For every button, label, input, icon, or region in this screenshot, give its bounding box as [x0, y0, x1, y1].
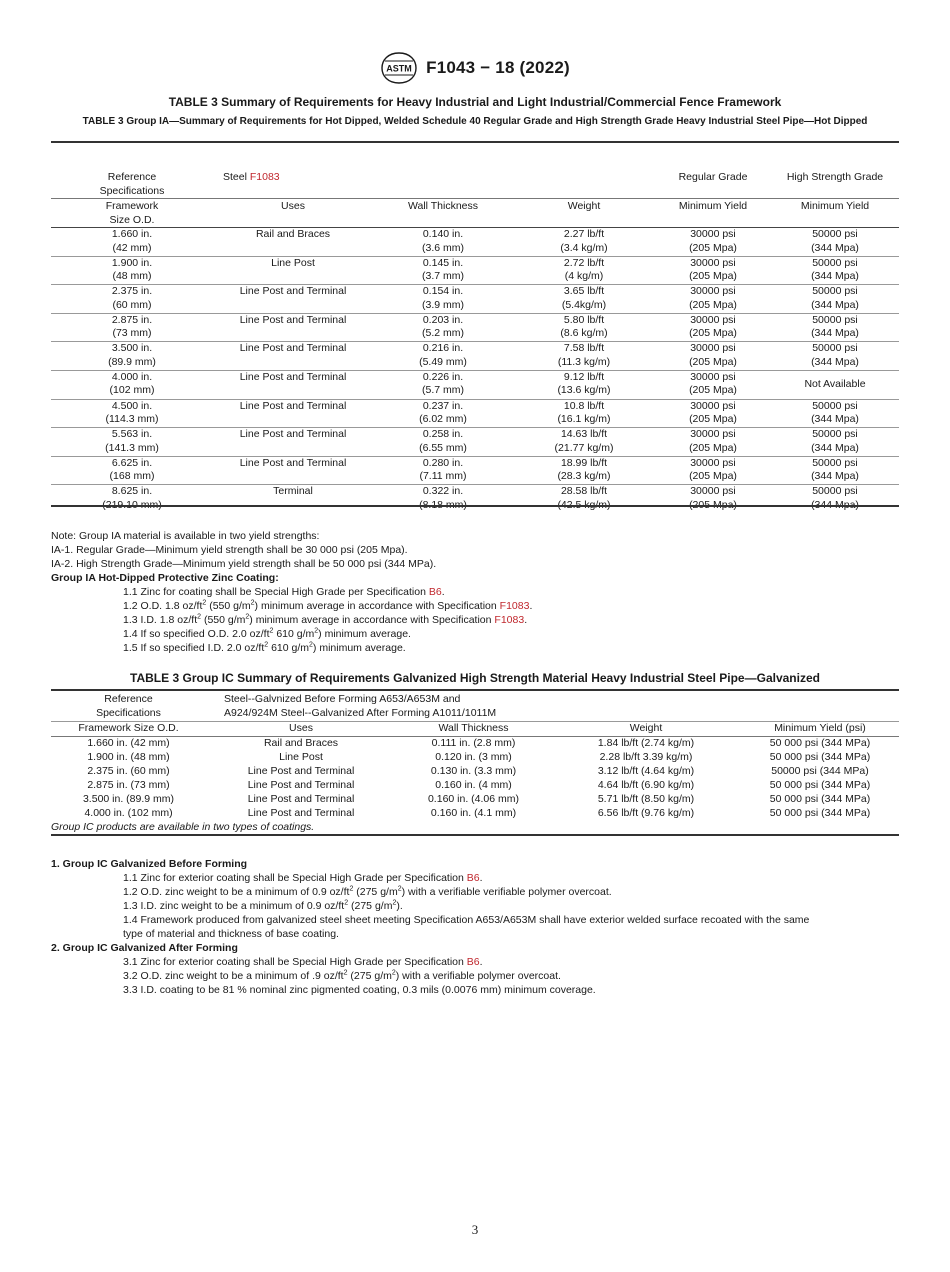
section-item: 1.1 Zinc for exterior coating shall be Special High Grade per Specification B6. — [123, 872, 483, 884]
table-cell — [51, 285, 213, 314]
header-cell: A924/924M Steel--Galvanized After Forming A1011/1011M — [206, 707, 741, 722]
table-cell: 50 000 psi (344 MPa) — [769, 737, 871, 749]
header-cell: High Strength Grade — [771, 170, 899, 199]
table-ic-top-rule — [51, 689, 899, 691]
table-cell: 1.900 in. (48 mm) — [87, 751, 170, 763]
table-cell — [771, 228, 899, 257]
cell-text: 10.8 lb/ft — [563, 399, 605, 412]
astm-logo-icon — [380, 52, 418, 84]
cell-text: (344 Mpa) — [811, 441, 859, 454]
table-cell — [771, 285, 899, 314]
cell-text: (205 Mpa) — [689, 470, 737, 483]
table-row — [51, 485, 899, 513]
cell-text: Line Post and Terminal — [239, 342, 347, 355]
cell-text: 8.625 in. — [111, 485, 153, 498]
cell-text: 30000 psi — [690, 428, 736, 441]
header-cell — [513, 170, 655, 199]
coating-heading: Group IA Hot-Dipped Protective Zinc Coating: — [51, 572, 279, 584]
page-number: 3 — [471, 1222, 479, 1237]
cell-text: (48 mm) — [112, 270, 152, 283]
table-cell — [213, 399, 373, 428]
table-cell — [513, 456, 655, 485]
table-cell — [373, 256, 513, 285]
cell-text: (205 Mpa) — [689, 355, 737, 368]
table-cell — [655, 456, 771, 485]
cell-text: 50000 psi — [812, 399, 858, 412]
cell-text: 0.140 in. — [422, 228, 464, 240]
cell-text: (28.3 kg/m) — [557, 470, 611, 483]
table-cell — [51, 456, 213, 485]
cell-text: 0.237 in. — [422, 399, 464, 412]
table-ia-body — [51, 228, 899, 513]
spec-link[interactable]: F1083 — [494, 614, 525, 626]
cell-text: 2.875 in. — [111, 313, 153, 326]
cell-text: 50000 psi — [812, 342, 858, 355]
table-row — [51, 370, 899, 399]
table-cell — [655, 399, 771, 428]
table-cell — [771, 256, 899, 285]
cell-text: (6.02 mm) — [419, 413, 467, 426]
section-item: 3.1 Zinc for exterior coating shall be Special High Grade per Specification B6. — [123, 956, 483, 968]
section-item: 1.2 O.D. zinc weight to be a minimum of 0.9 $oz/ft^2$ (275 $g/m^2$) with a verifiable verifiable polymer overcoat. — [123, 885, 612, 898]
cell-text: 0.258 in. — [422, 428, 464, 441]
table-row — [51, 342, 899, 371]
cell-text: 7.58 lb/ft — [563, 342, 605, 355]
note-line: IA-1. Regular Grade—Minimum yield strength shall be 30 000 psi (205 Mpa). — [51, 544, 408, 556]
note-item: 1.1 Zinc for coating shall be Special High Grade per Specification B6. — [123, 586, 445, 598]
table-row — [51, 256, 899, 285]
cell-text: Terminal — [273, 485, 313, 498]
header-cell — [213, 170, 373, 199]
header-cell — [741, 707, 899, 722]
cell-text: 0.154 in. — [422, 285, 464, 298]
table-cell — [213, 456, 373, 485]
table-cell: 0.160 in. (4.1 mm) — [430, 807, 517, 819]
cell-text: 6.625 in. — [111, 456, 153, 469]
cell-text: 4.500 in. — [111, 399, 153, 412]
table-ia-top-rule — [51, 141, 899, 143]
cell-text: 30000 psi — [690, 485, 736, 498]
table-cell — [655, 428, 771, 457]
table-ia-bottom-rule — [51, 505, 899, 507]
cell-text: (5.7 mm) — [422, 384, 464, 397]
table-cell — [513, 370, 655, 399]
table-cell — [771, 485, 899, 513]
cell-text: 5.80 lb/ft — [563, 313, 605, 326]
cell-text: Line Post and Terminal — [239, 370, 347, 383]
table-cell — [513, 428, 655, 457]
table3-title: TABLE 3 Summary of Requirements for Heavy Industrial and Light Industrial/Commercial Fence Framework — [168, 95, 782, 109]
cell-text: 0.145 in. — [422, 256, 464, 269]
header-cell: Weight — [551, 722, 741, 737]
table-cell: 5.71 lb/ft (8.50 kg/m) — [597, 793, 695, 805]
header-cell: Specifications — [51, 707, 206, 722]
cell-text: 1.900 in. — [111, 256, 153, 269]
cell-text: (205 Mpa) — [689, 384, 737, 397]
header-text: Specifications — [99, 185, 165, 197]
table-cell — [213, 228, 373, 257]
cell-text: (344 Mpa) — [811, 298, 859, 311]
table-ic-bottom-rule — [51, 834, 899, 836]
cell-text: 50000 psi — [812, 485, 858, 498]
table-cell — [655, 256, 771, 285]
table-row — [51, 765, 899, 779]
cell-text: (21.77 kg/m) — [554, 441, 614, 454]
table-cell: 0.120 in. (3 mm) — [435, 751, 512, 763]
cell-text: (8.6 kg/m) — [560, 327, 608, 340]
table-cell — [373, 285, 513, 314]
cell-text: (7.11 mm) — [419, 470, 467, 483]
table-cell: Line Post — [279, 751, 323, 763]
cell-text: 2.27 lb/ft — [563, 228, 605, 240]
cell-text: (5.49 mm) — [419, 355, 467, 368]
table-cell: 1.84 lb/ft (2.74 kg/m) — [597, 737, 695, 749]
section-item: 3.3 I.D. coating to be 81 % nominal zinc pigmented coating, 0.3 mils (0.0076 mm) minimum coverage. — [123, 984, 596, 996]
note-item: 1.5 If so specified I.D. 2.0 $oz/ft^2$ 610 $g/m^2$) minimum average. — [123, 641, 406, 654]
header-cell: Minimum Yield (psi) — [741, 722, 899, 737]
section-heading: 1. Group IC Galvanized Before Forming — [51, 858, 248, 870]
cell-text: 14.63 lb/ft — [560, 428, 608, 441]
table-cell — [513, 313, 655, 342]
table-cell: 3.12 lb/ft (4.64 kg/m) — [597, 765, 695, 777]
cell-text: (5.4kg/m) — [561, 298, 607, 311]
table-cell — [51, 428, 213, 457]
cell-text: (344 Mpa) — [811, 355, 859, 368]
header-cell: Uses — [206, 722, 396, 737]
spec-link[interactable]: B6 — [466, 956, 480, 968]
table-cell: Line Post and Terminal — [247, 807, 355, 819]
header-text: Steel — [223, 171, 250, 183]
cell-text: (3.7 mm) — [422, 270, 464, 283]
cell-text: Not Available — [804, 378, 866, 391]
table-cell: 2.28 lb/ft 3.39 kg/m) — [599, 751, 693, 763]
header-cell: Regular Grade — [655, 170, 771, 199]
cell-text: 30000 psi — [690, 228, 736, 240]
table-row — [51, 737, 899, 752]
table-cell: 1.660 in. (42 mm) — [87, 737, 170, 749]
table-cell — [513, 285, 655, 314]
cell-text: 3.65 lb/ft — [563, 285, 605, 298]
table-cell: Line Post and Terminal — [247, 779, 355, 791]
table-cell: Line Post and Terminal — [247, 765, 355, 777]
table-cell — [51, 399, 213, 428]
table-cell: 50 000 psi (344 MPa) — [769, 751, 871, 763]
cell-text: 28.58 lb/ft — [560, 485, 608, 498]
table-row — [51, 456, 899, 485]
table-ia-title: TABLE 3 Group IA—Summary of Requirements for Hot Dipped, Welded Schedule 40 Regular Grade and High Strength Grade Heavy Industrial Steel Pipe—Hot Dipped — [82, 116, 868, 127]
header-cell: Uses — [213, 199, 373, 228]
cell-text: 1.660 in. — [111, 228, 153, 240]
table-cell — [771, 399, 899, 428]
cell-text: 9.12 lb/ft — [563, 370, 605, 383]
cell-text: (205 Mpa) — [689, 298, 737, 311]
cell-text: 0.322 in. — [422, 485, 464, 498]
spec-link[interactable]: B6 — [466, 872, 480, 884]
table-ia-notes — [51, 529, 899, 655]
section-item: 3.2 O.D. zinc weight to be a minimum of .9 $oz/ft^2$ (275 $g/m^2$) with a verifiable polymer overcoat. — [123, 969, 561, 982]
cell-text: (205 Mpa) — [689, 441, 737, 454]
header-text: Size O.D. — [109, 214, 155, 226]
cell-text: (42 mm) — [112, 241, 152, 254]
table-ic-body — [51, 693, 899, 835]
cell-text: 2.72 lb/ft — [563, 256, 605, 269]
cell-text: (205 Mpa) — [689, 413, 737, 426]
cell-text: 30000 psi — [690, 342, 736, 355]
table-cell — [373, 456, 513, 485]
table-cell — [655, 313, 771, 342]
table-row — [51, 779, 899, 793]
table-ic-header-row — [51, 722, 899, 737]
table-cell — [51, 485, 213, 513]
table-cell: 0.160 in. (4.06 mm) — [427, 793, 520, 805]
cell-text: 30000 psi — [690, 370, 736, 383]
cell-text: 30000 psi — [690, 399, 736, 412]
header-cell — [373, 170, 513, 199]
cell-text: 0.226 in. — [422, 370, 464, 383]
table-row — [51, 285, 899, 314]
cell-text: (344 Mpa) — [811, 470, 859, 483]
table-cell: 2.875 in. (73 mm) — [87, 779, 170, 791]
table-cell: 50 000 psi (344 MPa) — [769, 779, 871, 791]
table-cell: 50000 psi (344 MPa) — [771, 765, 869, 777]
cell-text: 2.375 in. — [111, 285, 153, 298]
table-cell: 4.64 lb/ft (6.90 kg/m) — [597, 779, 695, 791]
note-item: 1.2 O.D. 1.8 $oz/ft^2$ (550 $g/m^2$) minimum average in accordance with Specification F1083. — [123, 599, 533, 612]
spec-link[interactable]: B6 — [428, 586, 442, 598]
cell-text: Line Post and Terminal — [239, 285, 347, 298]
header-cell: Reference — [104, 693, 153, 705]
table-ia-header-row — [51, 199, 899, 228]
section-heading: 2. Group IC Galvanized After Forming — [51, 942, 238, 954]
cell-text: (11.3 kg/m) — [557, 355, 611, 368]
cell-text: (168 mm) — [109, 470, 155, 483]
cell-text: (60 mm) — [112, 298, 152, 311]
table-row — [51, 751, 899, 765]
header-cell: Minimum Yield — [655, 199, 771, 228]
table-cell — [771, 342, 899, 371]
cell-text: Line Post — [271, 256, 315, 269]
table-cell — [213, 370, 373, 399]
section-item: 1.4 Framework produced from galvanized steel sheet meeting Specification A653/A653M shall have exterior welded surface recoated with the same — [123, 914, 810, 926]
table-cell — [213, 428, 373, 457]
table-cell — [771, 370, 899, 399]
table-row — [51, 228, 899, 257]
spec-link[interactable]: F1083 — [249, 171, 280, 183]
table-ic-title: TABLE 3 Group IC Summary of Requirements Galvanized High Strength Material Heavy Industrial Steel Pipe—Galvanized — [130, 671, 820, 685]
table-row — [51, 428, 899, 457]
cell-text: (141.3 mm) — [105, 441, 159, 454]
table-cell — [513, 399, 655, 428]
cell-text: (205 Mpa) — [689, 327, 737, 340]
note-line: IA-2. High Strength Grade—Minimum yield strength shall be 50 000 psi (344 MPa). — [51, 558, 437, 570]
table-cell — [513, 342, 655, 371]
cell-text: (16.1 kg/m) — [557, 413, 611, 426]
table-footnote: Group IC products are available in two types of coatings. — [51, 821, 315, 833]
table-cell — [213, 485, 373, 513]
table-cell: 50 000 psi (344 MPa) — [769, 793, 871, 805]
table-ic-header-row — [51, 693, 899, 707]
cell-text: (73 mm) — [112, 327, 152, 340]
cell-text: 50000 psi — [812, 313, 858, 326]
coating-sections — [51, 857, 899, 997]
table-cell: Rail and Braces — [263, 737, 339, 749]
table-cell — [513, 228, 655, 257]
note-item: 1.3 I.D. 1.8 $oz/ft^2$ (550 $g/m^2$) minimum average in accordance with Specification F1083. — [123, 613, 528, 626]
header-cell: Steel--Galvnized Before Forming A653/A653M and — [224, 693, 461, 705]
table-ia — [51, 170, 899, 513]
cell-text: 18.99 lb/ft — [560, 456, 608, 469]
document-id: F1043 − 18 (2022) — [426, 58, 570, 77]
header-cell: Wall Thickness — [373, 199, 513, 228]
table-cell: 0.111 in. (2.8 mm) — [431, 737, 516, 749]
table-cell — [51, 313, 213, 342]
cell-text: 0.280 in. — [422, 456, 464, 469]
note-item: 1.4 If so specified O.D. 2.0 $oz/ft^2$ 610 $g/m^2$) minimum average. — [123, 627, 411, 640]
logo-text: ASTM — [386, 63, 412, 74]
table-cell — [51, 228, 213, 257]
table-cell — [513, 256, 655, 285]
table-row — [51, 793, 899, 807]
table-cell — [373, 370, 513, 399]
header-cell: Weight — [513, 199, 655, 228]
table-row — [51, 807, 899, 821]
header-text: Framework — [105, 200, 159, 212]
table-cell — [513, 485, 655, 513]
cell-text: (6.55 mm) — [419, 441, 467, 454]
header-cell: Framework Size O.D. — [51, 722, 206, 737]
cell-text: 30000 psi — [690, 285, 736, 298]
section-item: type of material and thickness of base coating. — [123, 928, 339, 940]
table-cell — [655, 228, 771, 257]
table-cell — [51, 370, 213, 399]
cell-text: (5.2 mm) — [422, 327, 464, 340]
cell-text: 50000 psi — [812, 456, 858, 469]
table-ic — [51, 693, 899, 835]
table-cell — [771, 313, 899, 342]
cell-text: 50000 psi — [812, 285, 858, 298]
table-cell — [373, 313, 513, 342]
cell-text: Line Post and Terminal — [239, 313, 347, 326]
table-row — [51, 399, 899, 428]
cell-text: 0.216 in. — [422, 342, 464, 355]
cell-text: 4.000 in. — [111, 370, 153, 383]
cell-text: 50000 psi — [812, 228, 858, 240]
header-cell: Minimum Yield — [771, 199, 899, 228]
table-cell — [373, 428, 513, 457]
header-cell — [51, 170, 213, 199]
cell-text: (3.4 kg/m) — [560, 241, 608, 254]
cell-text: (344 Mpa) — [811, 241, 859, 254]
cell-text: (205 Mpa) — [689, 241, 737, 254]
header-cell — [741, 693, 899, 707]
cell-text: (3.6 mm) — [422, 241, 464, 254]
cell-text: 30000 psi — [690, 256, 736, 269]
table-footnote-row — [51, 821, 899, 835]
table-cell: 2.375 in. (60 mm) — [87, 765, 170, 777]
section-item: 1.3 I.D. zinc weight to be a minimum of 0.9 $oz/ft^2$ (275 $g/m^2$). — [123, 899, 403, 912]
table-cell — [373, 399, 513, 428]
cell-text: 30000 psi — [690, 313, 736, 326]
cell-text: (344 Mpa) — [811, 327, 859, 340]
table-ia-header-row — [51, 170, 899, 199]
cell-text: (205 Mpa) — [689, 270, 737, 283]
table-cell: 0.130 in. (3.3 mm) — [430, 765, 517, 777]
cell-text: (13.6 kg/m) — [557, 384, 611, 397]
cell-text: 30000 psi — [690, 456, 736, 469]
header-text: Reference — [107, 171, 157, 183]
cell-text: (4 kg/m) — [564, 270, 604, 283]
table-cell — [655, 285, 771, 314]
cell-text: 50000 psi — [812, 256, 858, 269]
table-cell — [373, 342, 513, 371]
note-line: Note: Group IA material is available in two yield strengths: — [51, 530, 320, 542]
cell-text: Rail and Braces — [255, 228, 331, 240]
cell-text: (102 mm) — [109, 384, 155, 397]
cell-text: Line Post and Terminal — [239, 399, 347, 412]
table-cell — [213, 285, 373, 314]
spec-link[interactable]: F1083 — [499, 600, 530, 612]
table-cell — [213, 313, 373, 342]
cell-text: (344 Mpa) — [811, 270, 859, 283]
table-cell — [655, 485, 771, 513]
document-header — [0, 52, 950, 84]
cell-text: 50000 psi — [812, 428, 858, 441]
table-cell — [771, 456, 899, 485]
table-cell — [771, 428, 899, 457]
table-cell — [373, 228, 513, 257]
cell-text: (114.3 mm) — [105, 413, 159, 426]
cell-text: 0.203 in. — [422, 313, 464, 326]
cell-text: (89.9 mm) — [108, 355, 156, 368]
table-cell — [213, 342, 373, 371]
cell-text: 3.500 in. — [111, 342, 153, 355]
header-cell — [51, 199, 213, 228]
table-cell — [655, 370, 771, 399]
table-cell — [655, 342, 771, 371]
table-cell — [213, 256, 373, 285]
table-cell: 4.000 in. (102 mm) — [84, 807, 173, 819]
table-cell: 6.56 lb/ft (9.76 kg/m) — [597, 807, 695, 819]
table-ic-header-row — [51, 707, 899, 722]
cell-text: Line Post and Terminal — [239, 428, 347, 441]
table-row — [51, 313, 899, 342]
header-cell: Wall Thickness — [396, 722, 551, 737]
table-cell — [51, 256, 213, 285]
table-cell: 0.160 in. (4 mm) — [435, 779, 512, 791]
cell-text: 5.563 in. — [111, 428, 153, 441]
table-cell — [51, 342, 213, 371]
cell-text: (3.9 mm) — [422, 298, 464, 311]
table-cell — [373, 485, 513, 513]
table-cell: 50 000 psi (344 MPa) — [769, 807, 871, 819]
cell-text: (344 Mpa) — [811, 413, 859, 426]
table-cell: Line Post and Terminal — [247, 793, 355, 805]
table-cell: 3.500 in. (89.9 mm) — [82, 793, 175, 805]
cell-text: Line Post and Terminal — [239, 456, 347, 469]
